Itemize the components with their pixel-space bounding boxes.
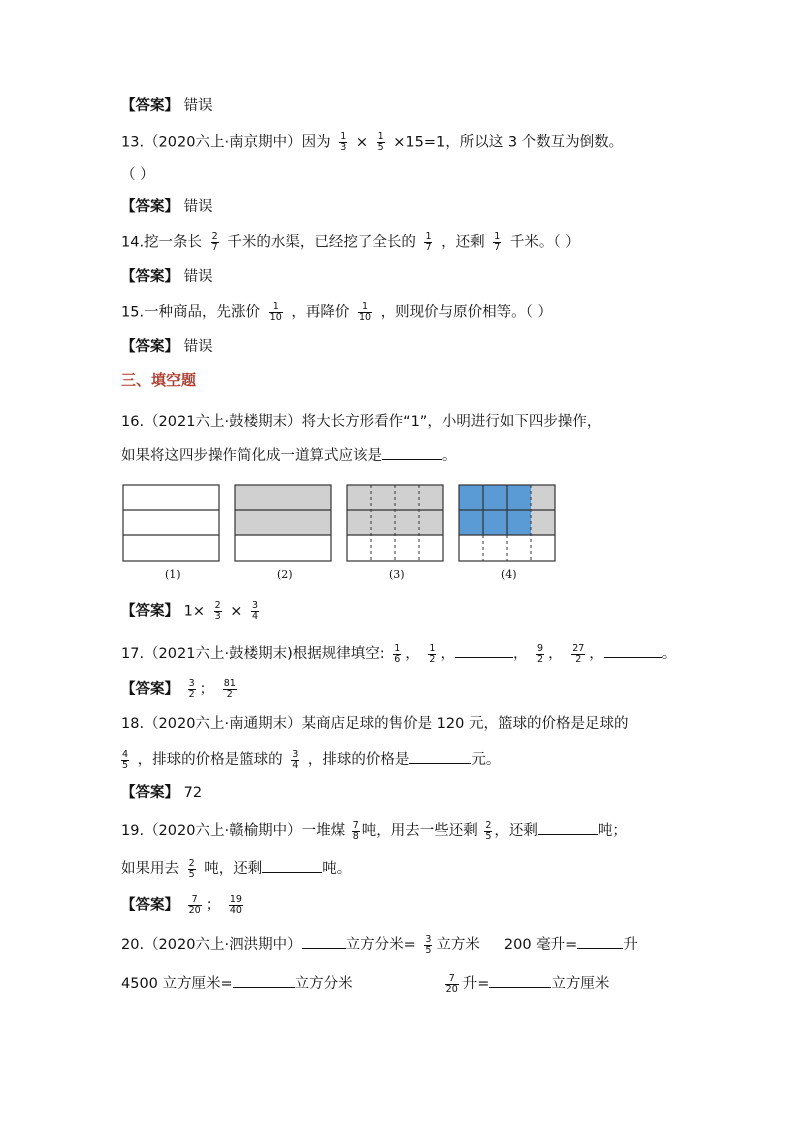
fraction-denominator: 6: [394, 653, 401, 665]
fraction: [484, 821, 492, 842]
fraction: [269, 302, 283, 323]
fraction-numerator: 2: [211, 231, 218, 242]
fraction: [188, 679, 196, 700]
figure-1: [123, 485, 219, 561]
fraction-numerator: 19: [229, 894, 242, 905]
fraction-numerator: 1: [362, 301, 369, 312]
question-text: ，还剩: [494, 823, 538, 839]
answer-text: 错误: [183, 339, 213, 355]
question-text: 吨，用去一些还剩: [361, 823, 478, 839]
fraction: [229, 895, 243, 916]
fraction-numerator: 9: [537, 642, 544, 654]
fraction-numerator: 81: [223, 678, 236, 689]
question-text: 吨，还剩: [204, 861, 263, 877]
fraction-numerator: 7: [352, 819, 359, 831]
comma: ，: [440, 646, 455, 662]
fraction-numerator: 4: [122, 748, 129, 760]
fraction: [424, 232, 432, 253]
fraction-denominator: 5: [425, 944, 432, 956]
answer-blank: [409, 749, 471, 764]
question-17: [121, 643, 676, 665]
fraction-denominator: 5: [122, 759, 129, 771]
unit-text: 吨。: [322, 861, 352, 877]
fraction-denominator: 4: [292, 759, 299, 771]
answer-blank: [233, 973, 295, 988]
question-text: ，则现价与原价相等。（ ）: [380, 304, 553, 321]
answer-blank: [382, 445, 442, 460]
figure-label-2: (2): [277, 568, 293, 581]
fraction-numerator: 2: [485, 819, 492, 831]
question-text: 20.（2020六上·泗洪期中）: [121, 937, 302, 953]
punctuation: 。: [661, 646, 677, 662]
fraction-denominator: 2: [223, 689, 237, 700]
question-18-line2: [121, 749, 500, 771]
fraction: [424, 935, 432, 956]
fraction-numerator: 1: [377, 131, 384, 142]
unit-text: 吨；: [597, 823, 627, 839]
fraction-denominator: 2: [188, 689, 195, 700]
fraction-numerator: 3: [252, 600, 259, 611]
fraction-denominator: 5: [377, 142, 384, 153]
comma: ，: [589, 646, 604, 662]
fraction: [358, 302, 372, 323]
answer-text: 1×: [183, 603, 205, 620]
question-16-line2: [121, 445, 457, 466]
figure-3: [347, 485, 443, 561]
figure-4: [459, 485, 555, 561]
times-sign: ×: [355, 134, 368, 151]
fraction: [214, 601, 222, 622]
answer-blank: [455, 643, 513, 658]
fraction-denominator: 5: [485, 830, 492, 842]
answer-label: 【答案】: [121, 98, 179, 114]
fraction-denominator: 40: [229, 905, 242, 916]
question-text: 14.挖一条长: [121, 234, 203, 251]
fraction: [571, 644, 585, 665]
fraction: [211, 232, 219, 253]
fraction-denominator: 7: [211, 242, 218, 253]
fraction-denominator: 20: [188, 905, 201, 916]
fraction: [352, 821, 360, 842]
question-15: [121, 302, 552, 323]
fraction: [393, 644, 401, 665]
answer-blank: [604, 643, 662, 658]
fraction-numerator: 1: [425, 231, 432, 242]
rectangle-figure: [121, 483, 561, 583]
section-title: 三、填空题: [121, 371, 197, 389]
answer-label: 【答案】: [121, 681, 179, 698]
fraction-denominator: 2: [537, 653, 544, 665]
question-text: 13.（2020六上·南京期中）因为: [121, 134, 331, 151]
fraction-numerator: 1: [394, 642, 401, 654]
q17-answer: [121, 679, 241, 700]
figure-2: [235, 485, 331, 561]
fraction-numerator: 2: [214, 600, 221, 611]
answer-label: 【答案】: [121, 339, 179, 355]
question-text: ，再降价: [291, 304, 350, 321]
fraction-numerator: 1: [340, 131, 347, 142]
answer-text: 错误: [183, 269, 213, 285]
question-16-line1: 16.（2021六上·鼓楼期末）将大长方形看作“1”，小明进行如下四步操作，: [121, 414, 602, 430]
question-text: 立方分米: [294, 976, 353, 992]
fraction-denominator: 7: [425, 242, 432, 253]
q18-answer: [121, 783, 202, 803]
question-text: 19.（2020六上·赣榆期中）一堆煤: [121, 823, 346, 839]
fraction: [251, 601, 259, 622]
answer-blank: [489, 973, 551, 988]
comma: ，: [405, 646, 420, 662]
fraction: [188, 895, 202, 916]
fraction: [428, 644, 436, 665]
unit-text: 升: [623, 937, 638, 953]
fraction-numerator: 3: [188, 678, 195, 689]
fraction-numerator: 1: [494, 231, 501, 242]
question-text: 千米的水渠，已经挖了全长的: [227, 234, 416, 251]
fraction-denominator: 10: [269, 312, 282, 323]
unit-text: 立方厘米: [551, 976, 610, 992]
fraction: [291, 750, 299, 771]
question-text: 立方米: [436, 937, 480, 953]
question-14: [121, 232, 580, 253]
figure-label-3: (3): [389, 568, 405, 581]
fraction: [339, 132, 347, 153]
comma: ，: [548, 646, 563, 662]
answer-text: 72: [183, 785, 203, 801]
answer-blank: [577, 934, 623, 949]
question-13: [121, 132, 623, 153]
answer-text: 错误: [183, 98, 213, 114]
question-text: 200 毫升=: [503, 937, 578, 953]
separator: ；: [199, 681, 215, 698]
unit-text: 元。: [471, 752, 501, 768]
fraction: [445, 974, 459, 995]
fraction-numerator: 1: [429, 642, 436, 654]
fraction-numerator: 2: [188, 857, 195, 869]
question-text: 如果用去: [121, 861, 179, 877]
fraction-numerator: 27: [572, 642, 585, 654]
times-sign: ×: [230, 603, 243, 620]
q12-answer: [121, 96, 213, 116]
fraction-denominator: 3: [214, 611, 221, 622]
fraction-denominator: 7: [494, 242, 501, 253]
punctuation: 。: [442, 448, 457, 464]
figure-label-1: (1): [165, 568, 181, 581]
question-text: 千米。（ ）: [509, 234, 580, 251]
question-19-line2: [121, 858, 351, 880]
question-19-line1: [121, 820, 627, 842]
fraction-denominator: 2: [429, 653, 436, 665]
answer-label: 【答案】: [121, 785, 179, 801]
q13-answer: [121, 197, 213, 217]
fraction-numerator: 3: [292, 748, 299, 760]
question-20-line1: [121, 934, 638, 956]
answer-label: 【答案】: [121, 603, 179, 620]
question-20-line2: [121, 973, 609, 995]
question-text: ，排球的价格是篮球的: [137, 752, 283, 768]
question-text: 15.一种商品，先涨价: [121, 304, 261, 321]
q16-answer: [121, 601, 263, 622]
answer-blank: [262, 858, 322, 873]
fraction-numerator: 1: [272, 301, 279, 312]
answer-label: 【答案】: [121, 269, 179, 285]
fraction-numerator: 3: [425, 933, 432, 945]
q13-paren: （ ）: [121, 167, 155, 183]
answer-blank: [302, 934, 346, 949]
question-text: 立方分米=: [345, 937, 416, 953]
fraction-numerator: 7: [448, 972, 455, 984]
question-text: 4500 立方厘米=: [121, 976, 233, 992]
q15-answer: [121, 337, 213, 357]
comma: ，: [512, 646, 528, 662]
question-text: 升=: [462, 976, 490, 992]
question-text: ，还剩: [441, 234, 485, 251]
q19-answer: [121, 895, 247, 916]
fraction-denominator: 4: [252, 611, 259, 622]
q14-answer: [121, 267, 213, 287]
fraction: [377, 132, 385, 153]
answer-text: 错误: [183, 199, 213, 215]
fraction-denominator: 3: [340, 142, 347, 153]
fraction-denominator: 10: [358, 312, 372, 323]
fraction: [493, 232, 501, 253]
fraction-denominator: 2: [571, 654, 585, 665]
fraction-denominator: 5: [188, 868, 195, 880]
answer-blank: [538, 820, 598, 835]
question-text: ×15=1，所以这 3 个数互为倒数。: [393, 134, 624, 151]
fraction-denominator: 20: [445, 983, 458, 995]
fraction-denominator: 8: [352, 830, 359, 842]
fraction: [121, 750, 129, 771]
fraction: [223, 679, 237, 700]
question-text: 17.（2021六上·鼓楼期末)根据规律填空:: [121, 646, 385, 662]
question-text: ，排球的价格是: [307, 752, 410, 768]
question-text: 如果将这四步操作简化成一道算式应该是: [121, 448, 382, 464]
figure-label-4: (4): [501, 568, 517, 581]
separator: ；: [205, 897, 221, 914]
fraction: [188, 859, 196, 880]
question-18-line1: 18.（2020六上·南通期末）某商店足球的售价是 120 元，篮球的价格是足球的: [121, 716, 629, 732]
fraction-numerator: 7: [191, 894, 198, 905]
fraction: [536, 644, 544, 665]
answer-label: 【答案】: [121, 199, 179, 215]
answer-label: 【答案】: [121, 897, 179, 914]
